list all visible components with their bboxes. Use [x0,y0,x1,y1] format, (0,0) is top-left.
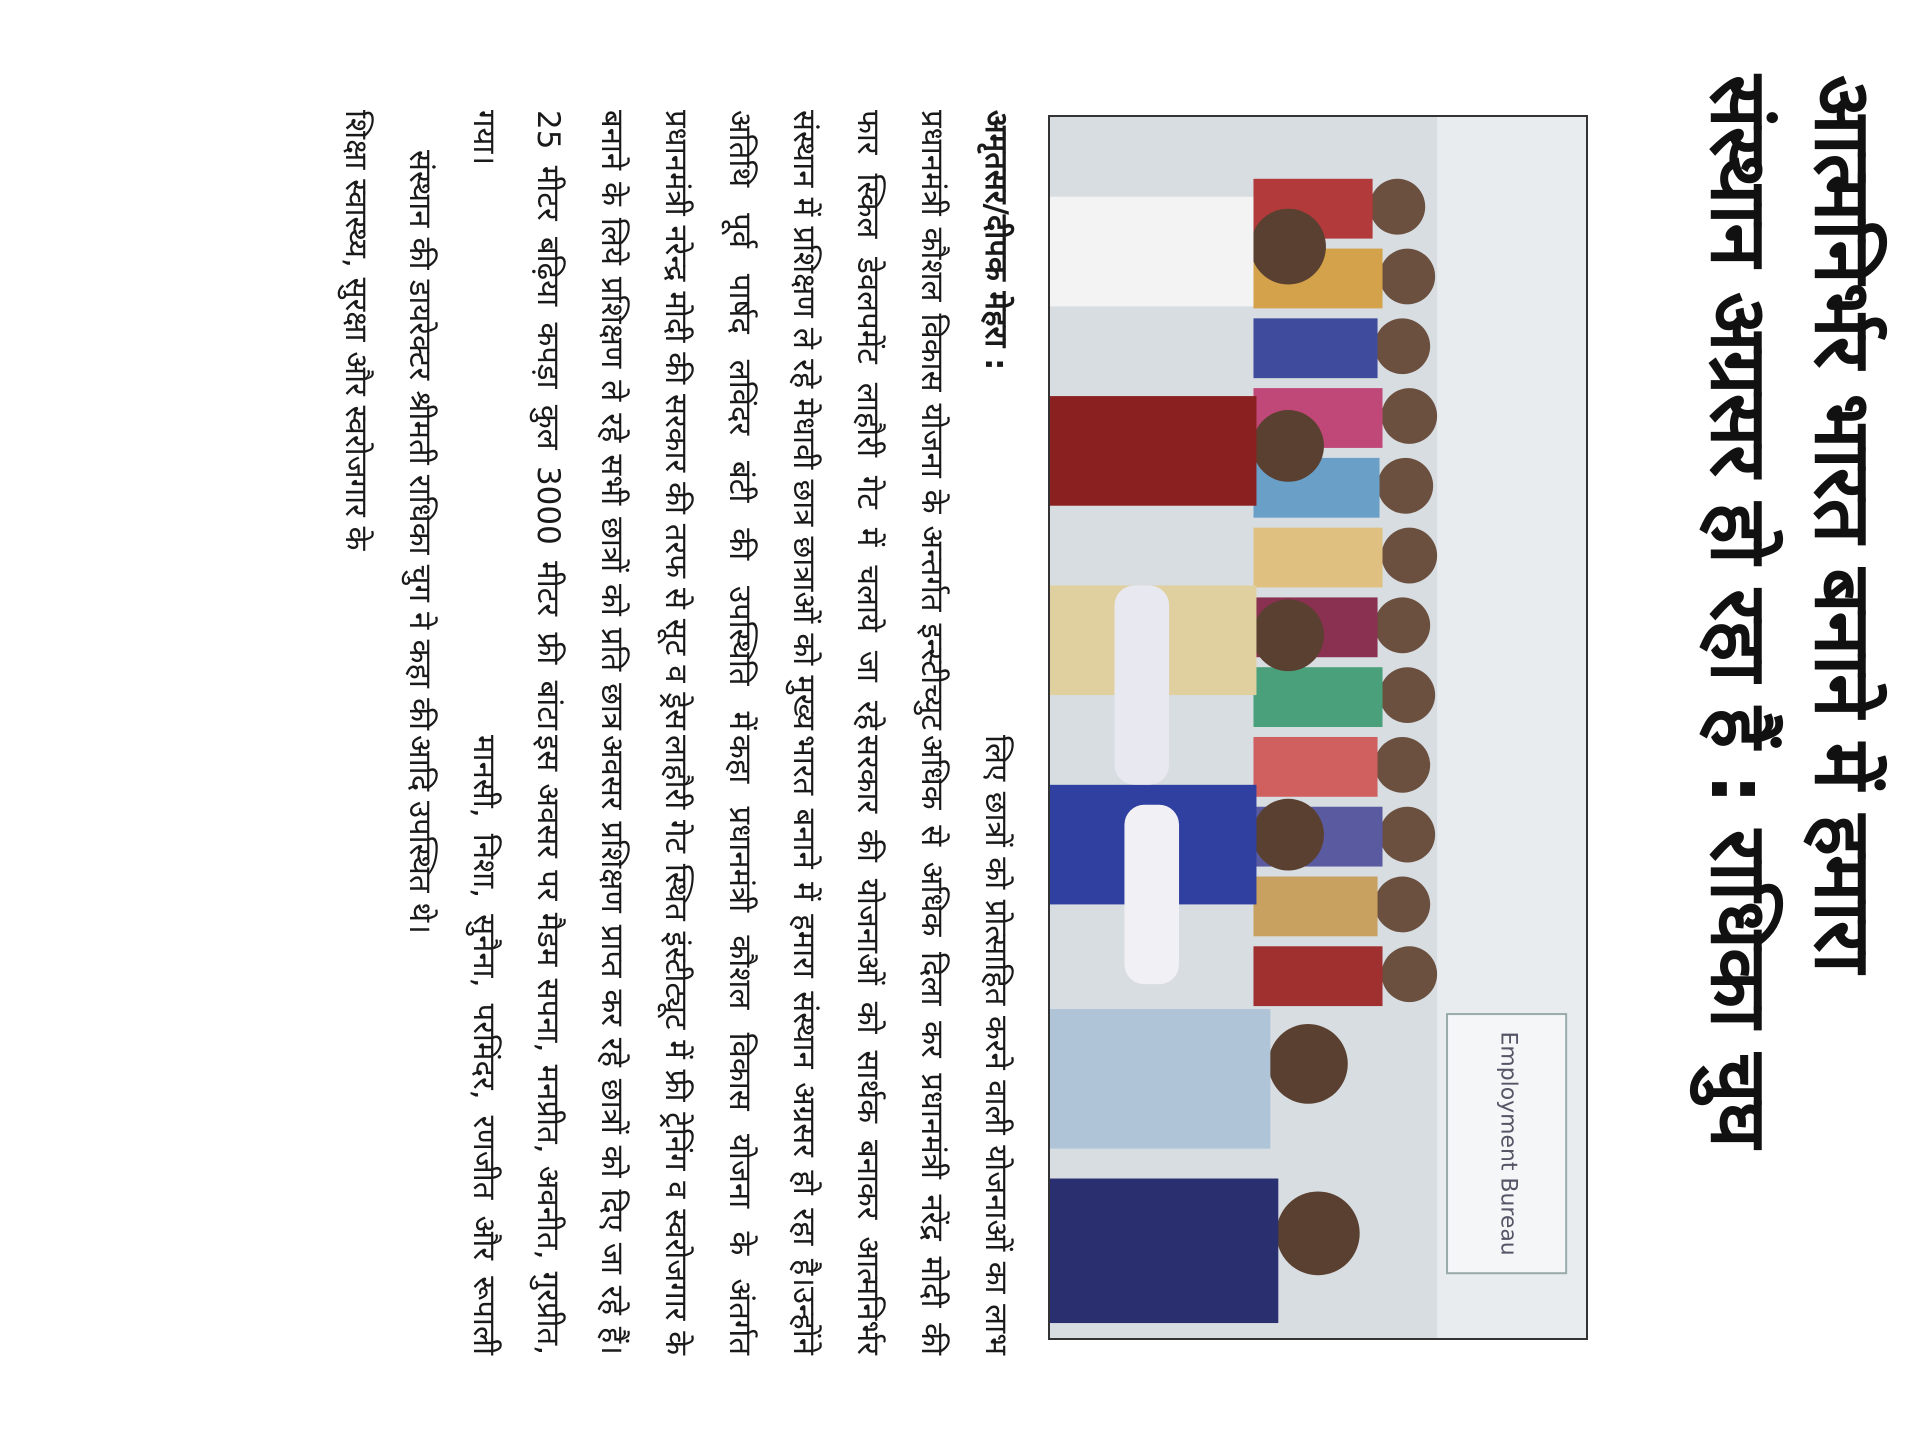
article-paragraph-1: प्रधानमंत्री कौशल विकास योजना के अन्तर्गत इन्स्टीच्युट फार स्किल डेवलपमेंट लाहौरी गेट में चलाये जा रहे संस्थान में प्रशिक्षण ले रहे मेधावी छात्र छात्राओं को मुख्य अतिथि पूर्व पार्षद लविंदर बंटी की उपस्थिति में प्रधानमंत्री नरेन्द्र मोदी की सरकार की तरफ से सूट व ड्रेस बनाने के लिये प्रशिक्षण ले रहे सभी छात्रों को प्रति छात्र 25 मीटर बढ़िया कपड़ा कुल 3000 मीटर फ्री बांटा गया। [466,110,950,730]
article-column-left [324,110,1028,730]
dateline: अमृतसर/दीपक मेहरा : [978,110,1014,371]
article-column-right [388,735,1028,1355]
headline [1686,75,1894,1375]
headline-line-1: आत्मनिर्भर भारत बनाने में हमारा [1797,75,1887,972]
group-photo-illustration [1050,117,1586,1338]
article-paragraph-3: लिए छात्रों को प्रोत्साहित करने वाली योजनाओं का लाभ अधिक से अधिक दिला कर प्रधानमंत्री नरेंद्र मोदी की सरकार की योजनाओं को सार्थक बनाकर आत्मनिर्भर भारत बनाने में हमारा संस्थान अग्रसर हो रहा है।उन्होंने कहा प्रधानमंत्री कौशल विकास योजना के अंतर्गत लाहौरी गेट स्थित इंस्टीट्यूट में फ्री ट्रेनिंग व स्वरोजगार के अवसर प्रशिक्षण प्राप्त कर रहे छात्रों को दिए जा रहे हैं। इस अवसर पर मैडम सपना, मनप्रीत, अवनीत, गुरप्रीत, मानसी, निशा, सुनैना, परमिंदर, रणजीत और रूपाली आदि उपस्थित थे। [402,735,1014,1355]
group-photo [1048,115,1588,1340]
article-paragraph-2: संस्थान की डायरेक्टर श्रीमती राधिका चुग ने कहा की शिक्षा स्वास्थ्य, सुरक्षा और स्वरोजगार के [338,110,438,730]
headline-line-2: संस्थान अग्रसर हो रहा हैं : राधिका चुघ [1693,75,1783,1147]
banner-text: Employment Bureau [1495,1031,1521,1256]
